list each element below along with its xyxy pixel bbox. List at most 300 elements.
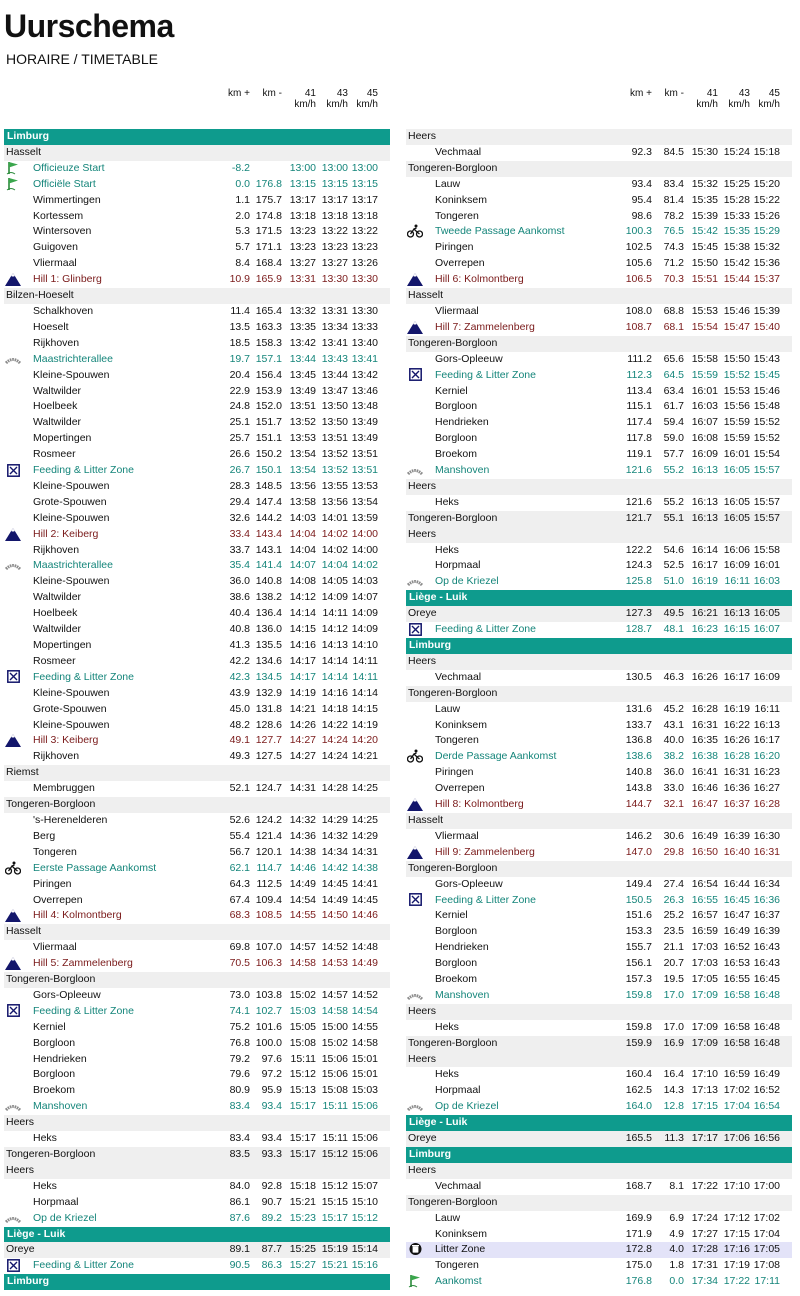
time-45kmh: 16:49 xyxy=(753,1068,780,1081)
time-45kmh: 15:20 xyxy=(753,177,780,190)
time-41kmh: 14:04 xyxy=(289,543,316,556)
header-43kmh: 43 km/h xyxy=(326,88,348,110)
time-43kmh: 13:56 xyxy=(321,495,348,508)
time-45kmh: 16:54 xyxy=(753,1100,780,1113)
km-minus-value: 163.3 xyxy=(255,320,282,333)
place-name: Grote-Spouwen xyxy=(33,495,107,508)
km-minus-value: 55.2 xyxy=(663,464,684,477)
time-45kmh: 15:12 xyxy=(351,1211,378,1224)
time-45kmh: 16:23 xyxy=(753,766,780,779)
municipality-row xyxy=(406,1131,792,1147)
municipality-row xyxy=(4,765,390,781)
km-minus-value: 112.5 xyxy=(256,877,282,890)
place-name: Hill 3: Keiberg xyxy=(33,734,99,747)
time-41kmh: 15:25 xyxy=(289,1243,316,1256)
time-43kmh: 13:18 xyxy=(321,209,348,222)
time-43kmh: 15:19 xyxy=(321,1243,348,1256)
km-minus-value: 36.0 xyxy=(663,766,684,779)
timetable-row xyxy=(4,654,390,670)
timetable-row xyxy=(406,495,792,511)
place-name: Hill 5: Zammelenberg xyxy=(33,957,133,970)
cobbles-icon xyxy=(407,574,423,588)
timetable-row xyxy=(4,781,390,797)
municipality-row xyxy=(406,686,792,702)
time-41kmh: 15:03 xyxy=(289,1004,316,1017)
km-plus-value: 105.6 xyxy=(625,257,652,270)
km-minus-value: 21.1 xyxy=(663,941,684,954)
timetable-row xyxy=(4,272,390,288)
place-name: Overrepen xyxy=(33,893,83,906)
time-45kmh: 16:28 xyxy=(753,798,780,811)
km-plus-value: 83.4 xyxy=(229,1100,250,1113)
time-43kmh: 16:06 xyxy=(723,543,750,556)
time-41kmh: 16:50 xyxy=(691,845,718,858)
km-plus-value: 38.6 xyxy=(229,591,250,604)
timetable-row xyxy=(4,463,390,479)
time-45kmh: 14:00 xyxy=(351,543,378,556)
km-plus-value: 26.6 xyxy=(229,448,250,461)
time-45kmh: 14:48 xyxy=(351,941,378,954)
time-45kmh: 15:52 xyxy=(753,432,780,445)
time-43kmh: 16:36 xyxy=(723,782,750,795)
time-43kmh: 17:16 xyxy=(723,1243,750,1256)
km-minus-value: 97.6 xyxy=(261,1052,282,1065)
timetable-row xyxy=(406,415,792,431)
time-45kmh: 14:21 xyxy=(351,750,378,763)
time-41kmh: 17:09 xyxy=(691,1036,718,1049)
time-43kmh: 13:52 xyxy=(321,448,348,461)
feeding-zone-icon xyxy=(407,622,423,636)
time-41kmh: 13:51 xyxy=(289,400,316,413)
time-45kmh: 13:17 xyxy=(351,193,378,206)
time-45kmh: 14:14 xyxy=(351,686,378,699)
place-name: Waltwilder xyxy=(33,623,82,636)
place-name: Tongeren xyxy=(33,845,77,858)
time-43kmh: 17:15 xyxy=(723,1227,750,1240)
time-45kmh: 15:52 xyxy=(753,416,780,429)
municipality-name: Tongeren-Borgloon xyxy=(408,861,498,874)
time-41kmh: 15:17 xyxy=(289,1100,316,1113)
km-plus-value: 45.0 xyxy=(229,702,250,715)
timetable-row xyxy=(4,861,390,877)
time-43kmh: 15:35 xyxy=(723,225,750,238)
place-name: Maastrichterallee xyxy=(33,352,113,365)
time-45kmh: 16:13 xyxy=(753,718,780,731)
time-43kmh: 13:30 xyxy=(321,273,348,286)
header-45kmh: 45 km/h xyxy=(356,88,378,110)
time-41kmh: 15:13 xyxy=(289,1084,316,1097)
place-name: Borgloon xyxy=(435,957,478,970)
km-minus-value: 43.1 xyxy=(663,718,684,731)
time-45kmh: 13:48 xyxy=(351,400,378,413)
place-name: Hendrieken xyxy=(33,1052,87,1065)
km-minus-value: 12.8 xyxy=(663,1100,684,1113)
place-name: Manshoven xyxy=(435,988,490,1001)
km-plus-value: 25.7 xyxy=(229,432,250,445)
municipality-row xyxy=(4,288,390,304)
municipality-row xyxy=(406,161,792,177)
place-name: Tongeren xyxy=(435,209,479,222)
time-45kmh: 14:15 xyxy=(351,702,378,715)
km-minus-value: 106.3 xyxy=(255,957,282,970)
time-45kmh: 16:39 xyxy=(753,925,780,938)
cobbles-icon xyxy=(5,558,21,572)
place-name: Horpmaal xyxy=(33,1195,79,1208)
km-plus-value: 136.8 xyxy=(625,734,652,747)
time-43kmh: 16:01 xyxy=(723,448,750,461)
feeding-zone-icon xyxy=(407,368,423,382)
time-41kmh: 13:49 xyxy=(289,384,316,397)
time-41kmh: 15:17 xyxy=(289,1132,316,1145)
time-43kmh: 14:12 xyxy=(321,623,348,636)
place-name: Overrepen xyxy=(435,257,485,270)
timetable-row xyxy=(406,733,792,749)
km-minus-value: 51.0 xyxy=(663,575,684,588)
km-minus-value: 151.7 xyxy=(255,416,282,429)
timetable-row xyxy=(4,415,390,431)
timetable-row xyxy=(4,240,390,256)
time-43kmh: 16:45 xyxy=(723,893,750,906)
time-45kmh: 15:39 xyxy=(753,304,780,317)
time-43kmh: 16:44 xyxy=(723,877,750,890)
mountain-icon xyxy=(407,797,423,811)
time-43kmh: 16:05 xyxy=(723,464,750,477)
km-plus-value: 49.3 xyxy=(229,750,250,763)
header-km-plus: km + xyxy=(228,88,250,99)
time-45kmh: 15:57 xyxy=(753,495,780,508)
time-41kmh: 15:54 xyxy=(691,320,718,333)
time-43kmh: 17:12 xyxy=(723,1211,750,1224)
place-name: Kleine-Spouwen xyxy=(33,479,110,492)
time-43kmh: 17:22 xyxy=(723,1275,750,1288)
time-45kmh: 14:55 xyxy=(351,1020,378,1033)
km-plus-value: 48.2 xyxy=(229,718,250,731)
time-43kmh: 14:13 xyxy=(321,639,348,651)
place-name: Vechmaal xyxy=(435,1179,482,1192)
time-45kmh: 13:41 xyxy=(351,352,378,365)
place-name: Officiële Start xyxy=(33,177,96,190)
cobbles-icon xyxy=(5,1099,21,1113)
place-name: Rijkhoven xyxy=(33,750,80,763)
timetable-row xyxy=(4,718,390,734)
km-minus-value: 134.6 xyxy=(255,654,282,667)
place-name: Hill 9: Zammelenberg xyxy=(435,845,535,858)
timetable-row xyxy=(4,431,390,447)
time-41kmh: 17:03 xyxy=(691,941,718,954)
timetable-row xyxy=(406,845,792,861)
timetable-row xyxy=(406,352,792,368)
km-minus-value: 23.5 xyxy=(663,925,684,938)
km-minus-value: 156.4 xyxy=(255,368,282,381)
timetable-row xyxy=(4,209,390,225)
time-45kmh: 15:58 xyxy=(753,543,780,556)
timetable-row xyxy=(406,558,792,574)
page-subtitle: HORAIRE / TIMETABLE xyxy=(6,51,158,67)
place-name: Broekom xyxy=(435,448,478,461)
time-43kmh: 14:34 xyxy=(321,845,348,858)
km-minus-value: 120.1 xyxy=(255,845,282,858)
km-minus-value: 121.4 xyxy=(255,829,282,842)
km-plus-value: 69.8 xyxy=(229,941,250,954)
km-minus-value: 103.8 xyxy=(255,988,282,1001)
time-43kmh: 17:04 xyxy=(723,1100,750,1113)
time-43kmh: 15:24 xyxy=(723,145,750,158)
region-name: Liège - Luik xyxy=(7,1227,66,1240)
km-minus-value: 1.8 xyxy=(669,1259,684,1272)
time-43kmh: 15:11 xyxy=(322,1132,348,1145)
municipality-name: Tongeren-Borgloon xyxy=(408,686,498,699)
time-45kmh: 15:16 xyxy=(351,1259,378,1272)
litter-zone-icon xyxy=(407,1242,423,1256)
time-45kmh: 16:56 xyxy=(753,1132,780,1145)
time-41kmh: 15:45 xyxy=(691,241,718,254)
place-name: Heks xyxy=(435,1020,459,1033)
time-45kmh: 15:07 xyxy=(351,1179,378,1192)
timetable-row xyxy=(406,304,792,320)
place-name: Feeding & Litter Zone xyxy=(435,623,536,636)
km-plus-value: 144.7 xyxy=(625,798,652,811)
time-41kmh: 14:16 xyxy=(289,639,316,651)
time-45kmh: 14:25 xyxy=(351,813,378,826)
km-plus-value: 117.8 xyxy=(626,432,652,445)
time-41kmh: 14:32 xyxy=(289,813,316,826)
time-43kmh: 13:51 xyxy=(321,432,348,445)
time-41kmh: 15:21 xyxy=(289,1195,316,1208)
timetable-row xyxy=(406,384,792,400)
time-43kmh: 16:52 xyxy=(723,941,750,954)
km-plus-value: 108.0 xyxy=(625,304,652,317)
timetable-row xyxy=(406,1258,792,1274)
timetable-row xyxy=(406,399,792,415)
place-name: Koninksem xyxy=(435,1227,487,1240)
time-45kmh: 13:51 xyxy=(351,464,378,477)
timetable-row xyxy=(4,193,390,209)
municipality-name: Tongeren-Borgloon xyxy=(6,1148,96,1160)
time-43kmh: 16:13 xyxy=(723,607,750,620)
place-name: Borgloon xyxy=(435,400,478,413)
place-name: Borgloon xyxy=(435,432,478,445)
time-41kmh: 13:52 xyxy=(289,416,316,429)
feeding-zone-icon xyxy=(5,1004,21,1018)
km-plus-value: 131.6 xyxy=(625,702,652,715)
time-43kmh: 16:49 xyxy=(723,925,750,938)
time-41kmh: 15:35 xyxy=(691,193,718,206)
time-45kmh: 14:03 xyxy=(351,575,378,588)
km-plus-value: 56.7 xyxy=(229,845,250,858)
time-45kmh: 14:11 xyxy=(352,654,378,667)
place-name: Horpmaal xyxy=(435,1084,481,1097)
header-km-minus: km - xyxy=(664,88,684,99)
municipality-name: Bilzen-Hoeselt xyxy=(6,289,74,302)
place-name: Gors-Opleeuw xyxy=(435,352,503,365)
timetable-row xyxy=(406,877,792,893)
time-43kmh: 16:11 xyxy=(724,575,750,588)
km-plus-value: 128.7 xyxy=(625,623,652,636)
mountain-icon xyxy=(407,845,423,859)
time-41kmh: 14:57 xyxy=(289,941,316,954)
km-minus-value: 93.3 xyxy=(261,1148,282,1160)
km-minus-value: 40.0 xyxy=(663,734,684,747)
km-plus-value: 171.9 xyxy=(625,1227,652,1240)
time-45kmh: 14:07 xyxy=(351,591,378,604)
km-minus-value: 57.7 xyxy=(663,448,684,461)
municipality-name: Heers xyxy=(408,1163,437,1176)
time-41kmh: 16:13 xyxy=(691,464,718,477)
km-minus-value: 152.0 xyxy=(255,400,282,413)
time-45kmh: 13:53 xyxy=(351,479,378,492)
time-43kmh: 16:22 xyxy=(723,718,750,731)
km-plus-value: 24.8 xyxy=(229,400,250,413)
timetable-row xyxy=(4,368,390,384)
place-name: Heks xyxy=(435,495,459,508)
time-41kmh: 15:23 xyxy=(289,1211,316,1224)
km-plus-value: 52.6 xyxy=(229,813,250,826)
time-41kmh: 16:59 xyxy=(691,925,718,938)
place-name: Heks xyxy=(435,543,459,556)
time-43kmh: 15:53 xyxy=(723,384,750,397)
municipality-name: Tongeren-Borgloon xyxy=(6,798,96,811)
time-41kmh: 16:07 xyxy=(691,416,718,429)
km-minus-value: 16.4 xyxy=(663,1068,684,1081)
timetable-row xyxy=(4,1020,390,1036)
km-plus-value: 79.2 xyxy=(229,1052,250,1065)
time-43kmh: 17:10 xyxy=(723,1179,750,1192)
km-plus-value: 112.3 xyxy=(626,368,652,381)
timetable-row xyxy=(4,479,390,495)
time-43kmh: 14:01 xyxy=(321,511,348,524)
km-plus-value: 76.8 xyxy=(229,1036,250,1049)
km-plus-value: 25.1 xyxy=(229,416,250,429)
time-45kmh: 14:46 xyxy=(351,909,378,922)
km-minus-value: 165.4 xyxy=(255,304,282,317)
timetable-row xyxy=(406,1067,792,1083)
place-name: Feeding & Litter Zone xyxy=(33,1259,134,1272)
km-plus-value: 93.4 xyxy=(631,177,652,190)
place-name: Gors-Opleeuw xyxy=(33,988,101,1001)
time-43kmh: 16:40 xyxy=(723,845,750,858)
mountain-icon xyxy=(407,272,423,286)
time-41kmh: 16:21 xyxy=(691,607,718,620)
timetable-row xyxy=(4,1052,390,1068)
km-plus-value: 162.5 xyxy=(625,1084,652,1097)
time-45kmh: 17:11 xyxy=(754,1275,780,1288)
time-45kmh: 16:37 xyxy=(753,909,780,922)
km-minus-value: 136.4 xyxy=(255,607,282,620)
place-name: Kleine-Spouwen xyxy=(33,718,110,731)
timetable-rows xyxy=(406,129,792,1290)
time-41kmh: 17:10 xyxy=(691,1068,718,1081)
municipality-row xyxy=(4,1242,390,1258)
timetable-row xyxy=(4,447,390,463)
time-41kmh: 14:08 xyxy=(289,575,316,588)
municipality-row xyxy=(406,511,792,527)
timetable-row xyxy=(406,1083,792,1099)
time-41kmh: 14:07 xyxy=(289,559,316,572)
municipality-name: Heers xyxy=(408,130,437,142)
time-45kmh: 15:06 xyxy=(351,1132,378,1145)
timetable-row xyxy=(406,893,792,909)
place-name: Op de Kriezel xyxy=(435,575,499,588)
municipality-row xyxy=(406,129,792,145)
timetable-row xyxy=(4,988,390,1004)
time-41kmh: 13:32 xyxy=(289,304,316,317)
time-41kmh: 13:54 xyxy=(289,464,316,477)
km-minus-value: 147.4 xyxy=(255,495,282,508)
km-minus-value: 144.2 xyxy=(255,511,282,524)
km-minus-value: 19.5 xyxy=(663,973,684,986)
km-minus-value: 65.6 xyxy=(663,352,684,365)
km-minus-value: 6.9 xyxy=(669,1211,684,1224)
time-43kmh: 16:39 xyxy=(723,829,750,842)
place-name: Litter Zone xyxy=(435,1243,486,1256)
time-43kmh: 16:58 xyxy=(723,1036,750,1049)
time-43kmh: 17:02 xyxy=(723,1084,750,1097)
municipality-name: Heers xyxy=(408,479,437,492)
km-minus-value: 124.7 xyxy=(255,782,282,795)
place-name: Aankomst xyxy=(435,1275,482,1288)
time-43kmh: 15:47 xyxy=(723,320,750,333)
time-43kmh: 17:06 xyxy=(723,1132,750,1145)
time-45kmh: 15:01 xyxy=(351,1068,378,1081)
region-header xyxy=(406,1115,792,1131)
km-minus-value: 93.4 xyxy=(261,1100,282,1113)
timetable-row xyxy=(406,256,792,272)
km-minus-value: 102.7 xyxy=(255,1004,282,1017)
km-minus-value: 33.0 xyxy=(663,782,684,795)
municipality-row xyxy=(4,145,390,161)
time-45kmh: 14:20 xyxy=(351,734,378,747)
place-name: Gors-Opleeuw xyxy=(435,877,503,890)
km-minus-value: 87.7 xyxy=(261,1243,282,1256)
km-plus-value: 165.5 xyxy=(625,1132,652,1145)
km-minus-value: 68.1 xyxy=(663,320,684,333)
municipality-name: Hasselt xyxy=(6,145,42,158)
km-plus-value: 43.9 xyxy=(229,686,250,699)
timetable-row xyxy=(406,320,792,336)
time-43kmh: 14:24 xyxy=(321,750,348,763)
km-plus-value: 172.8 xyxy=(625,1243,652,1256)
km-plus-value: 122.2 xyxy=(625,543,652,556)
timetable-row xyxy=(4,606,390,622)
km-plus-value: 74.1 xyxy=(229,1004,250,1017)
time-41kmh: 15:58 xyxy=(691,352,718,365)
timetable-row xyxy=(4,352,390,368)
place-name: 's-Herenelderen xyxy=(33,813,108,826)
time-41kmh: 14:12 xyxy=(289,591,316,604)
time-45kmh: 16:30 xyxy=(753,829,780,842)
km-minus-value: 70.3 xyxy=(663,273,684,286)
timetable-row xyxy=(4,1067,390,1083)
timetable-row xyxy=(4,304,390,320)
time-43kmh: 16:58 xyxy=(723,988,750,1001)
place-name: Hill 8: Kolmontberg xyxy=(435,798,524,811)
time-45kmh: 14:19 xyxy=(351,718,378,731)
time-43kmh: 14:24 xyxy=(321,734,348,747)
timetable-row xyxy=(4,622,390,638)
time-43kmh: 15:15 xyxy=(321,1195,348,1208)
km-plus-value: 2.0 xyxy=(235,209,250,222)
time-45kmh: 13:49 xyxy=(351,432,378,445)
time-41kmh: 13:44 xyxy=(289,352,316,365)
time-41kmh: 17:03 xyxy=(691,957,718,970)
municipality-row xyxy=(4,972,390,988)
region-name: Limburg xyxy=(409,639,451,651)
place-name: Membruggen xyxy=(33,782,95,795)
km-minus-value: 78.2 xyxy=(663,209,684,222)
timetable-row xyxy=(4,558,390,574)
municipality-name: Tongeren-Borgloon xyxy=(408,1195,498,1208)
time-43kmh: 16:47 xyxy=(723,909,750,922)
